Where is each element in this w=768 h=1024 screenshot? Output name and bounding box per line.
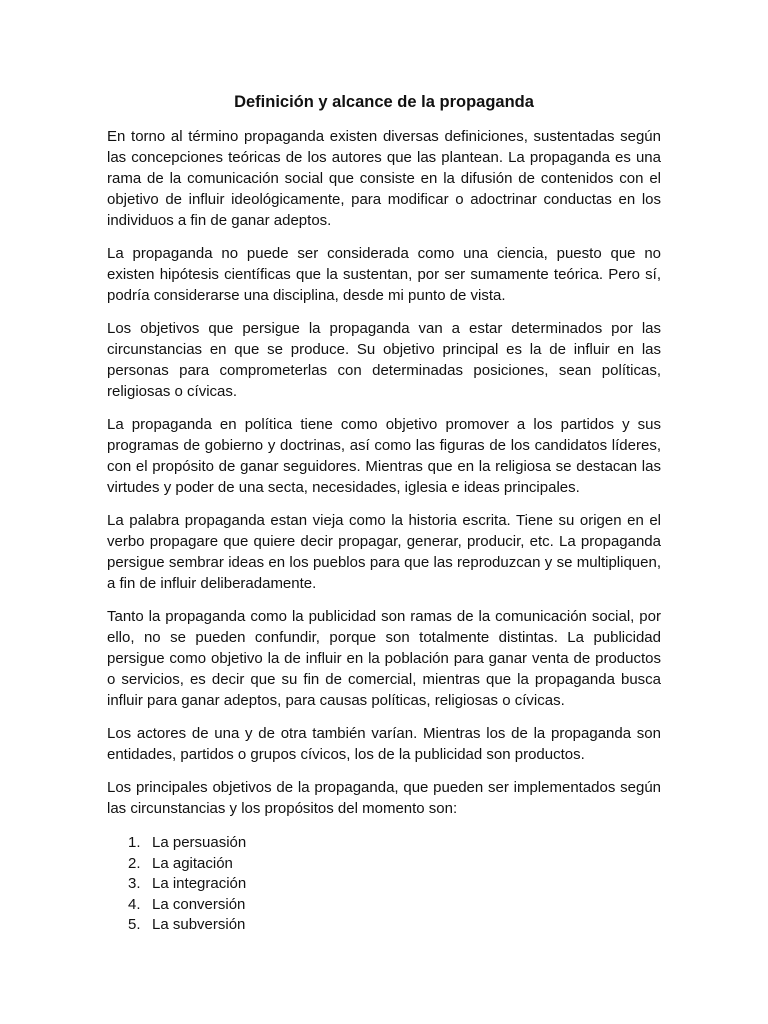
list-item-text: La conversión bbox=[152, 895, 246, 913]
list-item-number: 3. bbox=[128, 875, 141, 892]
paragraph-not-science: La propaganda no puede ser considerada como una ciencia, puesto que no existen hipótesis científicas que la sustentan, por ser sumamente teórica. Pero sí, podría considerarse una disciplina, desde mi punto de vista. bbox=[107, 245, 661, 304]
document-title: Definición y alcance de la propaganda bbox=[234, 93, 534, 111]
list-item bbox=[128, 874, 661, 895]
list-item bbox=[128, 833, 661, 854]
objectives-list bbox=[107, 833, 661, 936]
paragraph-politics-religion: La propaganda en política tiene como objetivo promover a los partidos y sus programas de gobierno y doctrinas, así como las figuras de los candidatos líderes, con el propósito de ganar seguidores. Mientras que en la religiosa se destacan las virtudes y poder de una secta, necesidades, iglesia e ideas principales. bbox=[107, 416, 661, 496]
list-item-number: 1. bbox=[128, 834, 141, 851]
paragraph-objectives: Los objetivos que persigue la propaganda van a estar determinados por las circunstancias en que se produce. Su objetivo principal es la de influir en las personas para comprometerlas con determinadas posiciones, sean políticas, religiosas o cívicas. bbox=[107, 320, 661, 400]
list-item-number: 5. bbox=[128, 916, 141, 933]
paragraph-origin: La palabra propaganda estan vieja como la historia escrita. Tiene su origen en el verbo propagare que quiere decir propagar, generar, producir, etc. La propaganda persigue sembrar ideas en los pueblos para que las reproduzcan y se multipliquen, a fin de influir deliberadamente. bbox=[107, 512, 661, 592]
paragraph-propaganda-vs-advertising: Tanto la propaganda como la publicidad son ramas de la comunicación social, por ello, no se pueden confundir, porque son totalmente distintas. La publicidad persigue como objetivo la de influir en la población para ganar venta de productos o servicios, es decir que su fin de comercial, mientras que la propaganda busca influir para ganar adeptos, para causas políticas, religiosas o cívicas. bbox=[107, 608, 661, 709]
list-item-number: 4. bbox=[128, 895, 141, 913]
list-item-text: La persuasión bbox=[152, 834, 247, 851]
paragraph-actors: Los actores de una y de otra también varían. Mientras los de la propaganda son entidades, partidos o grupos cívicos, los de la publicidad son productos. bbox=[107, 725, 661, 763]
list-item-number: 2. bbox=[128, 854, 141, 872]
paragraph-list-intro: Los principales objetivos de la propaganda, que pueden ser implementados según las circunstancias y los propósitos del momento son: bbox=[107, 779, 661, 817]
list-item bbox=[128, 915, 661, 936]
list-item-text: La integración bbox=[152, 875, 247, 892]
list-item bbox=[128, 895, 661, 916]
list-item-text: La agitación bbox=[152, 854, 233, 872]
paragraph-definition: En torno al término propaganda existen diversas definiciones, sustentadas según las concepciones teóricas de los autores que las plantean. La propaganda es una rama de la comunicación social que consiste en la difusión de contenidos con el objetivo de influir ideológicamente, para modificar o adoctrinar conductas en los individuos a fin de ganar adeptos. bbox=[107, 128, 661, 229]
document-page bbox=[107, 92, 661, 936]
list-item bbox=[128, 854, 661, 875]
list-item-text: La subversión bbox=[152, 916, 246, 933]
